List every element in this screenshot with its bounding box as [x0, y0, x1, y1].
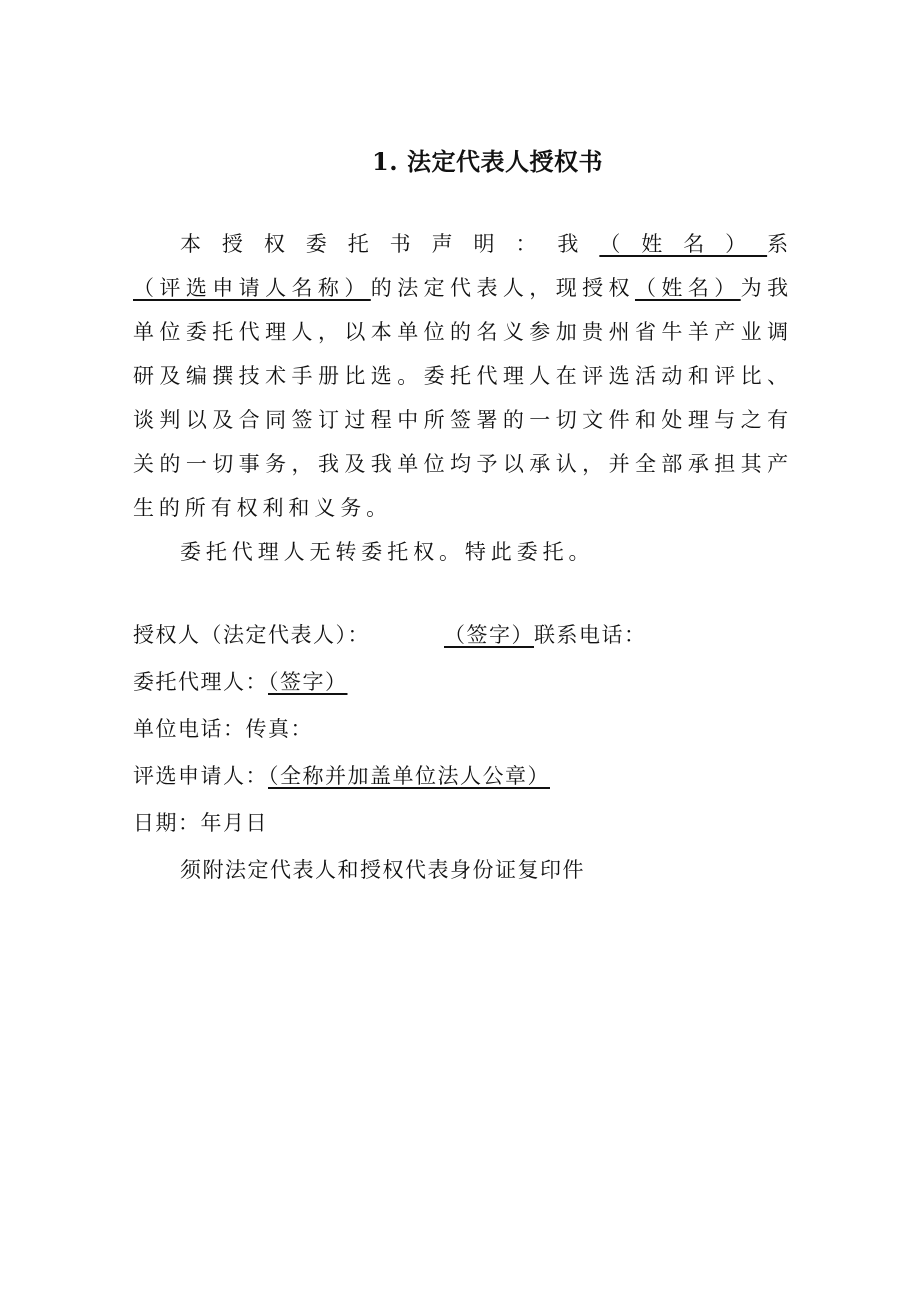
unit-phone-line	[133, 706, 813, 753]
declaration-paragraph	[133, 222, 793, 530]
declaration-body	[133, 222, 793, 574]
applicant-seal-blank: （全称并加盖单位法人公章）	[268, 764, 550, 788]
contact-phone-label: 联系电话：	[534, 623, 647, 647]
agent-label: 委托代理人：	[133, 670, 268, 694]
applicant-name-blank: （评选申请人名称）	[133, 276, 371, 300]
year-label: 年	[200, 811, 223, 835]
applicant-label: 评选申请人：	[133, 764, 268, 788]
agent-line	[133, 659, 813, 706]
date-label: 日期：	[133, 811, 201, 835]
unit-phone-label: 单位电话：	[133, 717, 246, 741]
authorizer-signature-blank: （签字）	[444, 623, 534, 647]
page-title: 1. 法定代表人授权书	[372, 147, 603, 176]
declaration-text-b: 系	[767, 232, 794, 256]
declaration-text-d: 为我单位委托代理人，以本单位的名义参加贵州省牛羊产业调研及编撰技术手册比选。委托代理人在评选活动和评比、谈判以及合同签订过程中所签署的一切文件和处理与之有关的一切事务，我及我单位均予以承认，并全部承担其产生的所有权利和义务。	[133, 276, 793, 520]
declaration-text-c: 的法定代表人，现授权	[370, 276, 635, 300]
authorizer-label: 授权人（法定代表人）：	[133, 623, 370, 647]
agent-name-blank: （姓名）	[634, 276, 741, 300]
fax-label: 传真：	[245, 717, 313, 741]
authorizer-line	[133, 612, 813, 659]
day-label: 日	[245, 811, 268, 835]
representative-name-blank: （姓名）	[599, 232, 768, 256]
declaration-text-a: 本授权委托书声明：我	[180, 232, 600, 256]
date-line	[133, 800, 813, 847]
agent-signature-blank: （签字）	[268, 670, 348, 694]
attachment-note: 须附法定代表人和授权代表身份证复印件	[180, 858, 585, 882]
applicant-line	[133, 753, 813, 800]
signature-block	[133, 612, 813, 894]
no-subdelegation-paragraph: 委托代理人无转委托权。特此委托。	[180, 540, 595, 564]
month-label: 月	[223, 811, 246, 835]
